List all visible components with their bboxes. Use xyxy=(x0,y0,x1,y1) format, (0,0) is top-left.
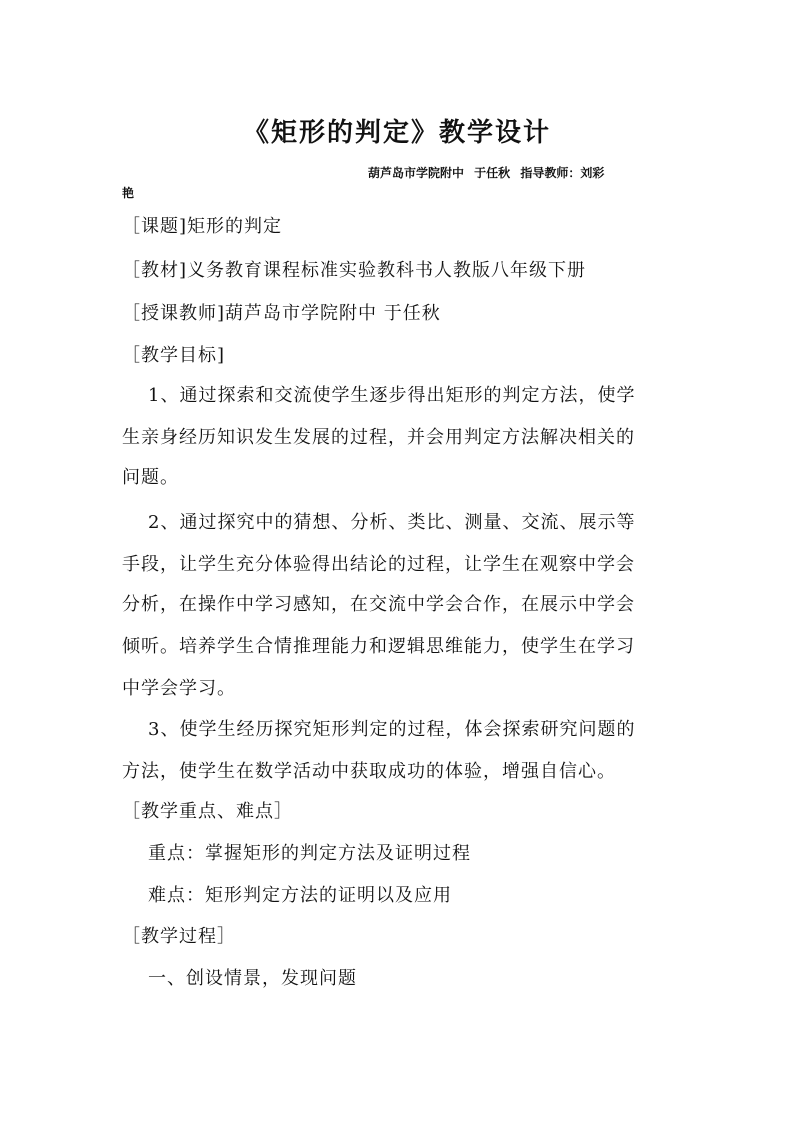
objective-1-line: 1、通过探索和交流使学生逐步得出矩形的判定方法，使学 xyxy=(148,385,636,406)
author-byline-continued: 艳 xyxy=(122,186,135,200)
process-heading: ［教学过程］ xyxy=(122,926,236,947)
objective-1-line: 问题。 xyxy=(122,467,179,488)
objectives-heading: ［教学目标] xyxy=(122,345,226,366)
objective-2-line: 手段，让学生充分体验得出结论的过程，让学生在观察中学会 xyxy=(122,554,635,575)
objective-2-line: 2、通过探究中的猜想、分析、类比、测量、交流、展示等 xyxy=(148,512,636,533)
objective-2-line: 倾听。培养学生合情推理能力和逻辑思维能力，使学生在学习 xyxy=(122,636,635,657)
objective-3-line: 方法，使学生在数学活动中获取成功的体验，增强自信心。 xyxy=(122,761,616,782)
section-heading: 一、创设情景，发现问题 xyxy=(148,968,357,989)
difficulty: 难点：矩形判定方法的证明以及应用 xyxy=(148,885,452,906)
teacher-info: ［授课教师]葫芦岛市学院附中 于任秋 xyxy=(122,303,441,324)
author-byline: 葫芦岛市学院附中 于任秋 指导教师：刘彩 xyxy=(368,166,605,180)
objective-2-line: 中学会学习。 xyxy=(122,678,236,699)
textbook-info: ［教材]义务教育课程标准实验教科书人教版八年级下册 xyxy=(122,260,587,281)
course-topic: ［课题]矩形的判定 xyxy=(122,216,283,237)
objective-1-line: 生亲身经历知识发生发展的过程，并会用判定方法解决相关的 xyxy=(122,427,635,448)
key-points-heading: ［教学重点、难点］ xyxy=(122,801,293,822)
document-title: 《矩形的判定》教学设计 xyxy=(242,118,551,148)
key-point: 重点：掌握矩形的判定方法及证明过程 xyxy=(148,843,471,864)
objective-2-line: 分析，在操作中学习感知，在交流中学会合作，在展示中学会 xyxy=(122,594,635,615)
objective-3-line: 3、使学生经历探究矩形判定的过程，体会探索研究问题的 xyxy=(148,719,636,740)
